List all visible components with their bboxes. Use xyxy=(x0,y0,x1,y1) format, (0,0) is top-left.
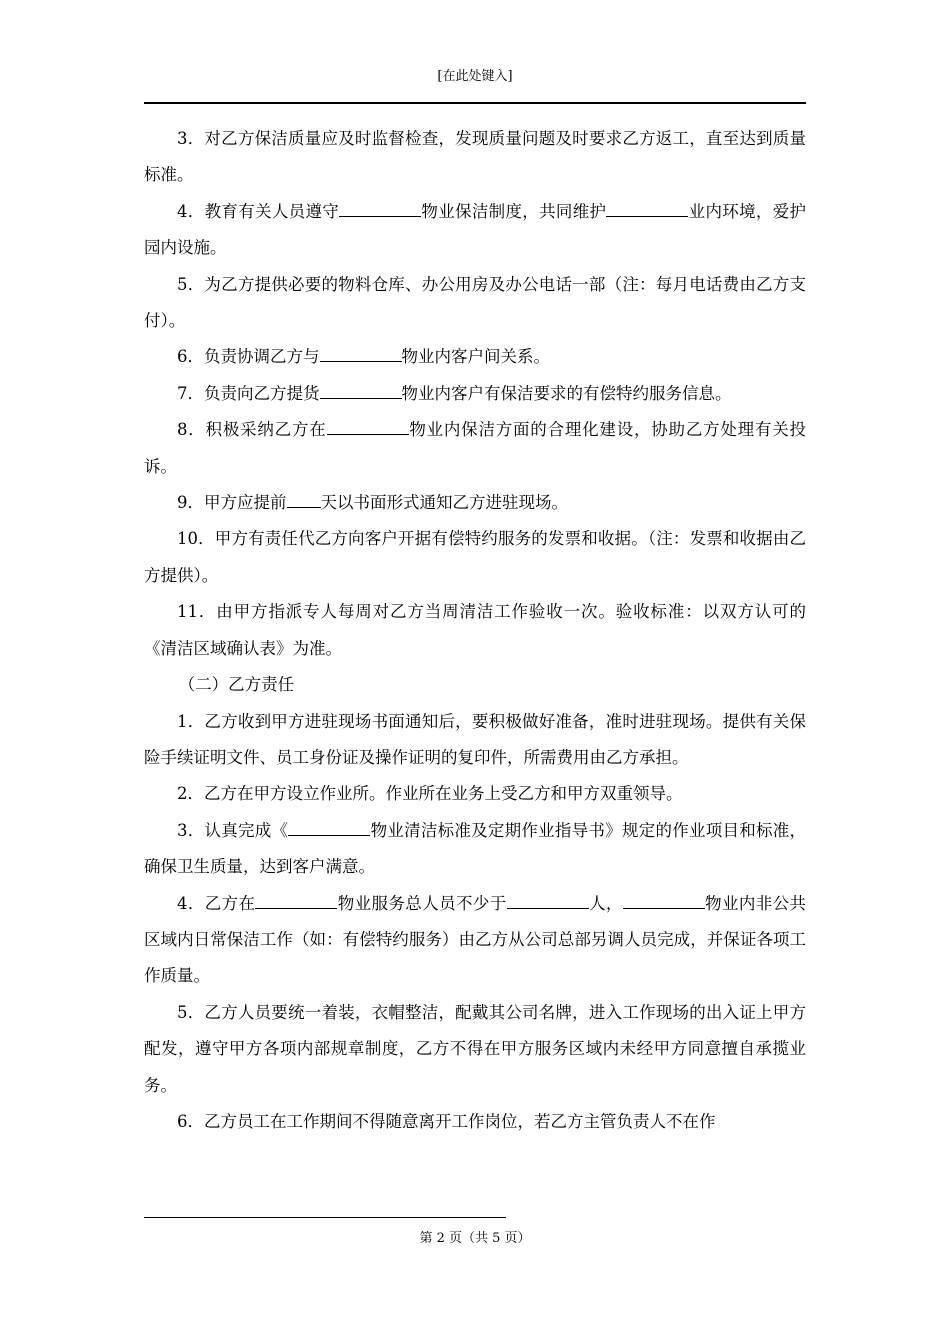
fill-blank[interactable] xyxy=(339,199,421,217)
header-rule xyxy=(144,102,806,104)
page-header: [在此处键入] xyxy=(437,69,513,84)
clause-6 xyxy=(144,339,806,375)
clause-11: 11．由甲方指派专人每周对乙方当周清洁工作验收一次。验收标准：以双方认可的《清洁区域确认表》为准。 xyxy=(144,602,806,658)
item-6: 6．乙方员工在工作期间不得随意离开工作岗位，若乙方主管负责人不在作 xyxy=(177,1111,716,1131)
item-5: 5．乙方人员要统一着装，衣帽整洁，配戴其公司名牌，进入工作现场的出入证上甲方配发，遵守甲方各项内部规章制度，乙方不得在甲方服务区域内未经甲方同意擅自承揽业务。 xyxy=(144,1002,806,1095)
fill-blank[interactable] xyxy=(623,890,705,908)
item-4-text-a: 4．乙方在 xyxy=(177,893,256,913)
document-body xyxy=(144,121,806,1140)
fill-blank[interactable] xyxy=(320,381,402,399)
item-3-text-b: 物业清洁标准及定期作业指导书》规定的作业项目和标准，确保卫生质量，达到客户满意。 xyxy=(144,820,807,877)
clause-6-text-a: 6．负责协调乙方与 xyxy=(177,347,320,367)
item-3 xyxy=(144,813,806,886)
clause-5: 5．为乙方提供必要的物料仓库、办公用房及办公电话一部（注：每月电话费由乙方支付）。 xyxy=(144,274,806,331)
item-2: 2．乙方在甲方设立作业所。作业所在业务上受乙方和甲方双重领导。 xyxy=(177,784,683,804)
item-3-text-a: 3．认真完成《 xyxy=(177,820,289,840)
page-footer: 第 2 页（共 5 页） xyxy=(419,1231,531,1246)
clause-9-text-b: 天以书面形式通知乙方进驻现场。 xyxy=(320,493,568,513)
clause-8-text-b: 物业内保洁方面的合理化建设，协助乙方处理有关投诉。 xyxy=(144,420,806,476)
clause-9-text-a: 9．甲方应提前 xyxy=(177,493,287,513)
fill-blank[interactable] xyxy=(320,344,402,362)
fill-blank[interactable] xyxy=(287,490,321,508)
clause-8 xyxy=(144,412,806,485)
clause-7-text-a: 7．负责向乙方提货 xyxy=(177,383,320,403)
clause-8-text-a: 8．积极采纳乙方在 xyxy=(177,420,327,440)
clause-4 xyxy=(144,194,806,267)
clause-7-text-b: 物业内客户有保洁要求的有偿特约服务信息。 xyxy=(401,383,732,403)
fill-blank[interactable] xyxy=(327,417,409,435)
item-4-text-c: 人， xyxy=(588,893,623,913)
fill-blank[interactable] xyxy=(255,890,337,908)
item-4 xyxy=(144,886,806,995)
clause-10: 10．甲方有责任代乙方向客户开据有偿特约服务的发票和收据。（注：发票和收据由乙方提供）。 xyxy=(144,529,806,585)
clause-4-text-b: 物业保洁制度，共同维护 xyxy=(421,201,607,221)
clause-4-text-c: 业内环境，爱护园内设施。 xyxy=(144,201,807,258)
section-heading: （二）乙方责任 xyxy=(178,675,295,695)
clause-4-text-a: 4．教育有关人员遵守 xyxy=(177,201,340,221)
clause-3: 3．对乙方保洁质量应及时监督检查，发现质量问题及时要求乙方返工，直至达到质量标准。 xyxy=(144,129,806,185)
item-4-text-d: 物业内非公共区域内日常保洁工作（如：有偿特约服务）由乙方从公司总部另调人员完成，并保证各项工作质量。 xyxy=(144,893,807,986)
item-1: 1．乙方收到甲方进驻现场书面通知后，要积极做好准备，准时进驻现场。提供有关保险手续证明文件、员工身份证及操作证明的复印件，所需费用由乙方承担。 xyxy=(144,711,806,767)
clause-9 xyxy=(144,485,806,521)
fill-blank[interactable] xyxy=(288,817,370,835)
clause-7 xyxy=(144,376,806,412)
fill-blank[interactable] xyxy=(606,199,688,217)
item-4-text-b: 物业服务总人员不少于 xyxy=(337,893,507,913)
fill-blank[interactable] xyxy=(507,890,589,908)
footer-rule xyxy=(144,1217,506,1218)
clause-6-text-b: 物业内客户间关系。 xyxy=(401,347,550,367)
